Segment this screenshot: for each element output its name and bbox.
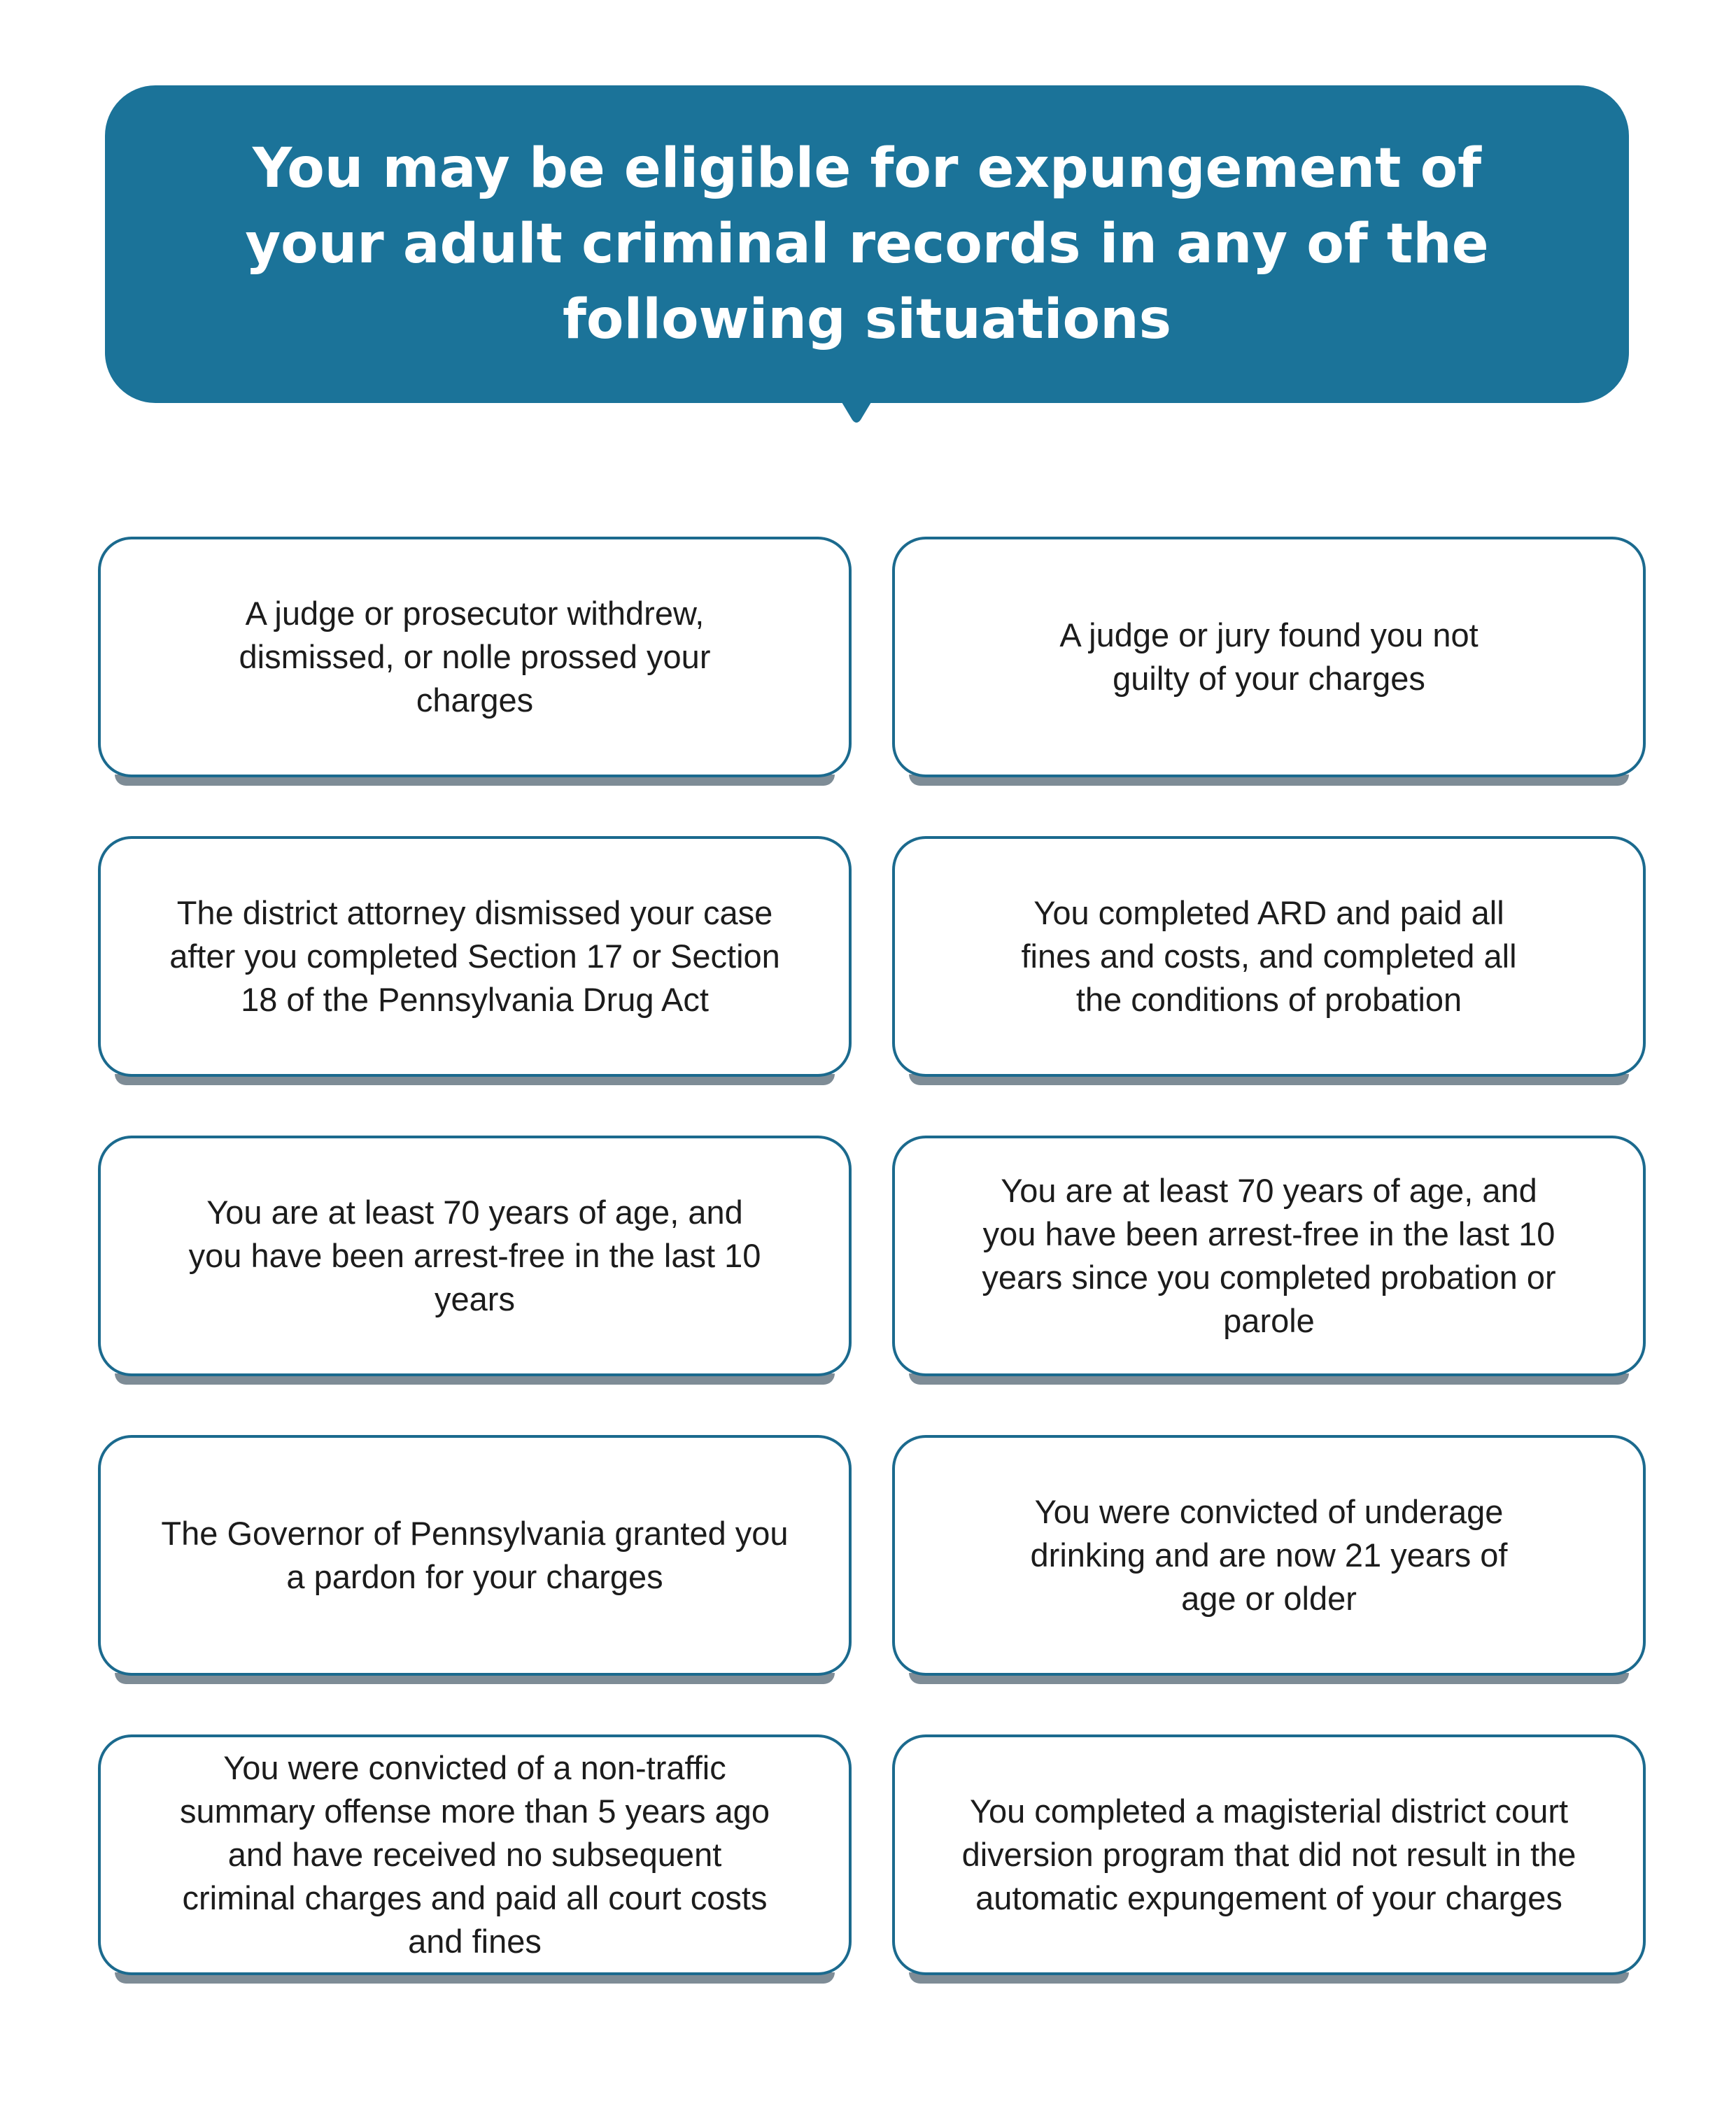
situation-card-body [98, 1435, 852, 1676]
situation-card-body [98, 1734, 852, 1975]
situation-card [98, 1136, 852, 1397]
situation-text: You completed a magisterial district court diversion program that did not result in the automatic expungement of your charges [961, 1793, 1576, 1916]
situation-card [98, 537, 852, 798]
situation-card [98, 836, 852, 1098]
situation-card [98, 1734, 852, 1996]
situation-card [892, 836, 1646, 1098]
situation-text: The district attorney dismissed your case after you completed Section 17 or Section 18 of the Pennsylvania Drug Act [169, 894, 780, 1018]
situation-card [892, 1136, 1646, 1397]
header-banner [105, 85, 1629, 403]
situation-card [892, 1435, 1646, 1697]
situation-card-body [98, 537, 852, 777]
situation-text: You are at least 70 years of age, and you have been arrest-free in the last 10 years since you completed probation or parole [982, 1172, 1556, 1339]
situations-grid [98, 537, 1648, 1996]
situation-card-body [892, 1136, 1646, 1376]
speech-bubble-tail [835, 392, 877, 425]
situation-text: You are at least 70 years of age, and you have been arrest-free in the last 10 years [188, 1194, 761, 1317]
situation-card-body [892, 1734, 1646, 1975]
situation-card [98, 1435, 852, 1697]
situation-card-body [98, 836, 852, 1077]
situation-card [892, 537, 1646, 798]
situation-text: You were convicted of a non-traffic summary offense more than 5 years ago and have received no subsequent criminal charges and paid all court costs and fines [180, 1749, 770, 1960]
page-title: You may be eligible for expungement of your adult criminal records in any of the following situations [245, 137, 1489, 351]
situation-card-body [892, 1435, 1646, 1676]
situation-text: A judge or jury found you not guilty of your charges [1059, 616, 1479, 697]
situation-text: You completed ARD and paid all fines and costs, and completed all the conditions of probation [1021, 894, 1517, 1018]
situation-card [892, 1734, 1646, 1996]
situation-text: The Governor of Pennsylvania granted you a pardon for your charges [161, 1515, 789, 1595]
situation-card-body [98, 1136, 852, 1376]
situation-text: A judge or prosecutor withdrew, dismissed, or nolle prossed your charges [239, 595, 711, 719]
situation-card-body [892, 836, 1646, 1077]
situation-card-body [892, 537, 1646, 777]
situation-text: You were convicted of underage drinking and are now 21 years of age or older [1030, 1493, 1508, 1617]
